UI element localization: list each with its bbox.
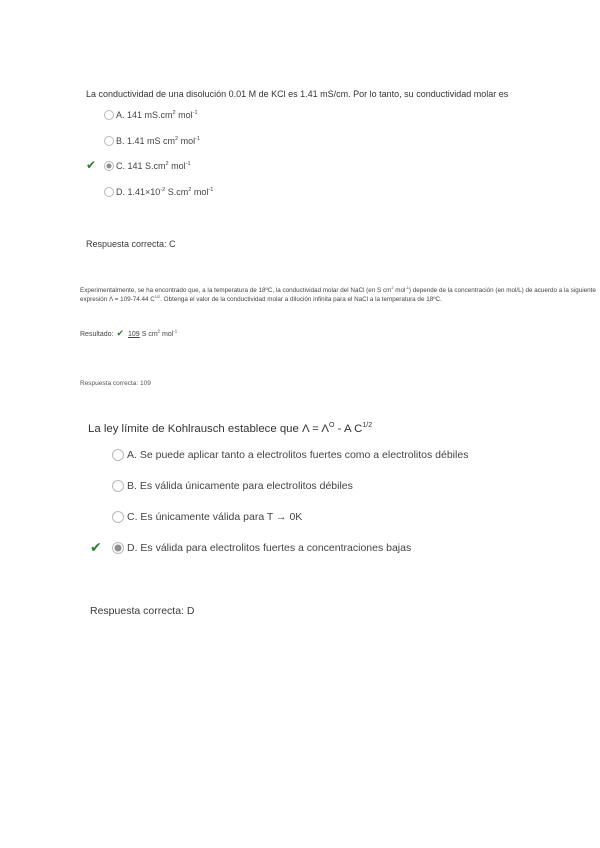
result-label: Resultado: <box>80 330 114 338</box>
option-label: D. $1.41\times 10^{-2}$ $S.cm^2$ mol$^{-1}$ <box>116 187 214 197</box>
question-2-prompt: Experimentalmente, se ha encontrado que, a la temperatura de 18ºC, la conductividad molar del NaCl (en S $cm^2$ mol$^{-1}$) depende de la concentración (en mol/L) de acuerdo a la siguiente expresión Λ = 109-74.44 $C^{1/2}$. Obtenga el valor de la conductividad molar a dilución infinita para el NaCl a la temperatura de 18ºC. <box>80 284 596 303</box>
q3-option-d[interactable] <box>112 542 411 554</box>
checkmark-icon: ✔ <box>116 329 125 339</box>
option-label: C. 141 $S.cm^2$ mol$^{-1}$ <box>116 161 191 171</box>
radio-button[interactable] <box>104 110 114 120</box>
option-label: C. Es únicamente válida para T → 0K <box>127 511 303 523</box>
option-label: B. Es válida únicamente para electrolitos débiles <box>127 480 353 492</box>
radio-button[interactable] <box>112 511 124 523</box>
radio-button[interactable] <box>112 480 124 492</box>
radio-button[interactable] <box>104 187 114 197</box>
question-1-prompt: La conductividad de una disolución 0.01 M de KCl es 1.41 mS/cm. Por lo tanto, su conductividad molar es <box>86 89 509 99</box>
q1-option-d[interactable] <box>104 187 213 197</box>
correct-answer-1: Respuesta correcta: C <box>86 239 176 249</box>
correct-answer-3: Respuesta correcta: D <box>90 605 195 617</box>
option-label: B. 1.41 mS $cm^2$ mol$^{-1}$ <box>116 136 201 146</box>
radio-button-selected[interactable] <box>104 161 114 171</box>
q1-option-c[interactable] <box>104 161 191 171</box>
q3-option-a[interactable] <box>112 449 468 461</box>
result-unit: S $cm^2$ mol$^{-1}$ <box>141 328 178 338</box>
checkmark-icon: ✔ <box>90 540 102 556</box>
q3-option-c[interactable] <box>112 511 302 523</box>
option-label: D. Es válida para electrolitos fuertes a concentraciones bajas <box>127 542 412 554</box>
checkmark-icon: ✔ <box>86 158 97 172</box>
question-3-prompt: La ley límite de Kohlrausch establece que $\Lambda = \Lambda^O - A$ $C^{1/2}$ <box>88 422 373 435</box>
result-value: 109 <box>128 330 140 338</box>
q3-option-b[interactable] <box>112 480 353 492</box>
correct-answer-2: Respuesta correcta: 109 <box>80 380 151 387</box>
q1-option-a[interactable] <box>104 110 198 120</box>
question-2-result <box>80 329 177 339</box>
q1-option-b[interactable] <box>104 136 200 146</box>
radio-button[interactable] <box>104 136 114 146</box>
option-label: A. 141 $mS.cm^2$ mol$^{-1}$ <box>116 110 198 120</box>
option-label: A. Se puede aplicar tanto a electrolitos fuertes como a electrolitos débiles <box>127 449 469 461</box>
radio-button[interactable] <box>112 449 124 461</box>
radio-button-selected[interactable] <box>112 542 124 554</box>
